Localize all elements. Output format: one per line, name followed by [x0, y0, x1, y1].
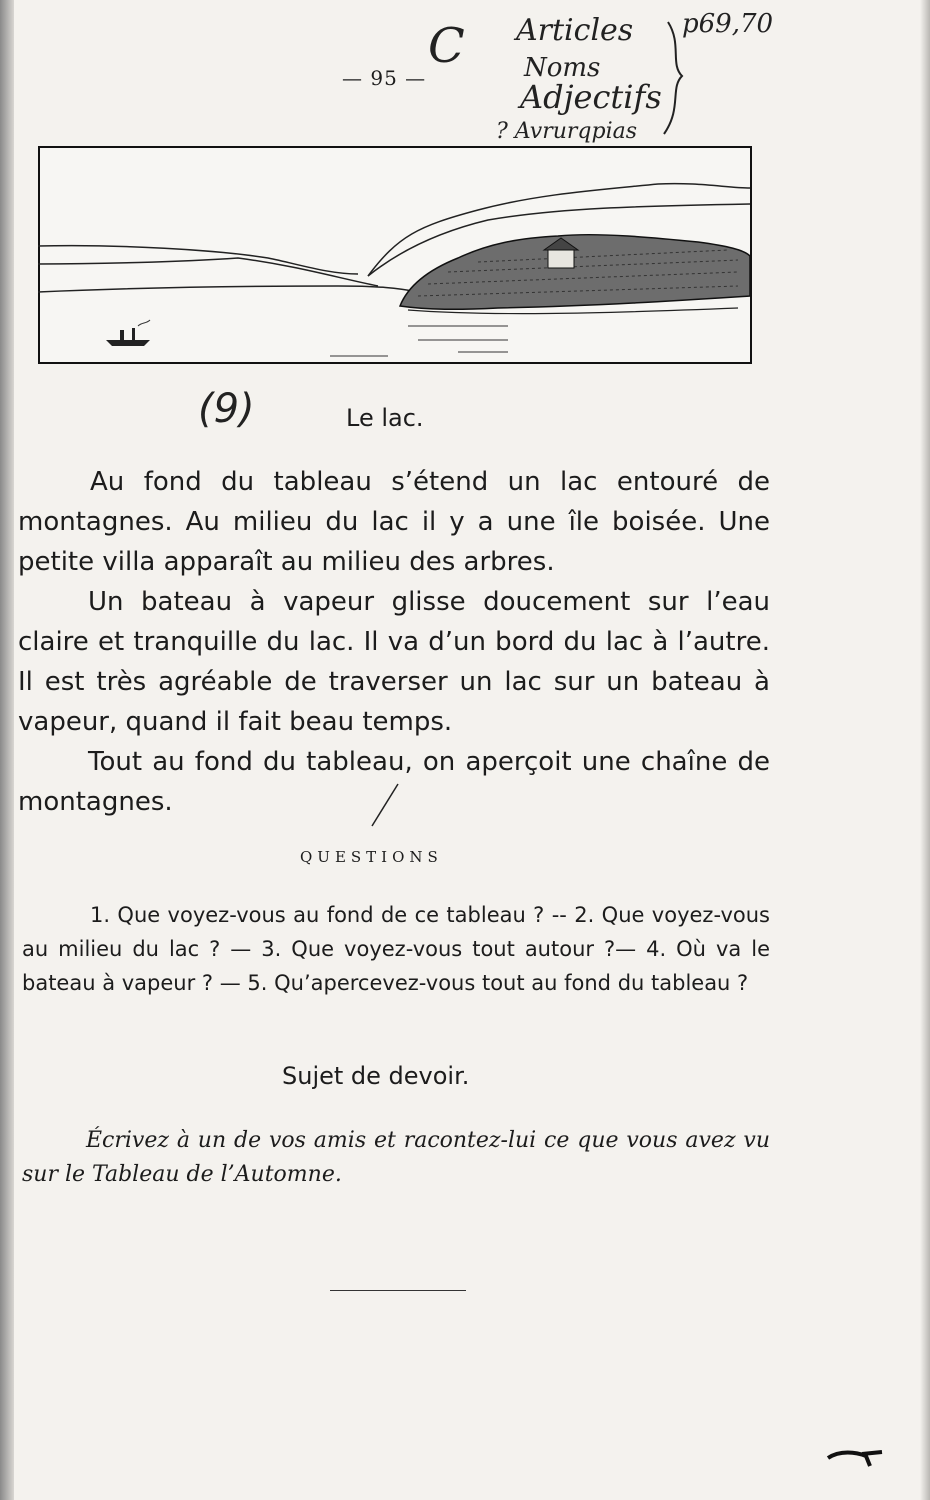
lesson-title: Le lac. — [346, 404, 424, 432]
page-right-edge — [920, 0, 930, 1500]
annotation-number: (9) — [198, 386, 255, 432]
handwritten-notes — [420, 4, 800, 144]
end-rule — [330, 1290, 466, 1291]
handwritten-brace — [664, 22, 682, 134]
ink-mark — [826, 1440, 886, 1470]
handwritten-line-noms: Noms — [524, 53, 601, 83]
handwritten-pages: p69,70 — [682, 9, 774, 39]
questions-heading: QUESTIONS — [300, 848, 443, 866]
handwritten-letter: C — [428, 18, 465, 74]
handwritten-line-adjectifs: Adjectifs — [520, 78, 662, 116]
lake-illustration — [38, 146, 752, 364]
homework-text: Écrivez à un de vos amis et racontez-lui ce que vous avez vu sur le Tableau de l’Automne. — [22, 1128, 770, 1187]
page-left-edge — [0, 0, 14, 1500]
page-number: — 95 — — [342, 66, 427, 90]
paragraph-1: Au fond du tableau s’étend un lac entouré de montagnes. Au milieu du lac il y a une île boisée. Une petite villa apparaît au milieu des arbres. — [18, 467, 770, 577]
paragraph-3: Tout au fond du tableau, on aperçoit une chaîne de montagnes. — [18, 747, 770, 817]
homework-title: Sujet de devoir. — [282, 1062, 470, 1090]
paragraph-2: Un bateau à vapeur glisse doucement sur l’eau claire et tranquille du lac. Il va d’un bord du lac à l’autre. Il est très agréable de traverser un lac sur un bateau à vapeur, quand il fait beau temps. — [18, 587, 770, 737]
handwritten-line-extra: ? Avrurqpias — [496, 119, 638, 144]
questions-text: 1. Que voyez-vous au fond de ce tableau ? -- 2. Que voyez-vous au milieu du lac ? — 3. Que voyez-vous tout autour ?— 4. Où va le bateau à vapeur ? — 5. Qu’apercevez-vous tout au fond du tableau ? — [22, 903, 770, 995]
lesson-body — [18, 462, 770, 822]
handwritten-line-articles: Articles — [516, 13, 634, 48]
villa — [548, 248, 574, 268]
pen-tick-mark — [364, 780, 404, 830]
